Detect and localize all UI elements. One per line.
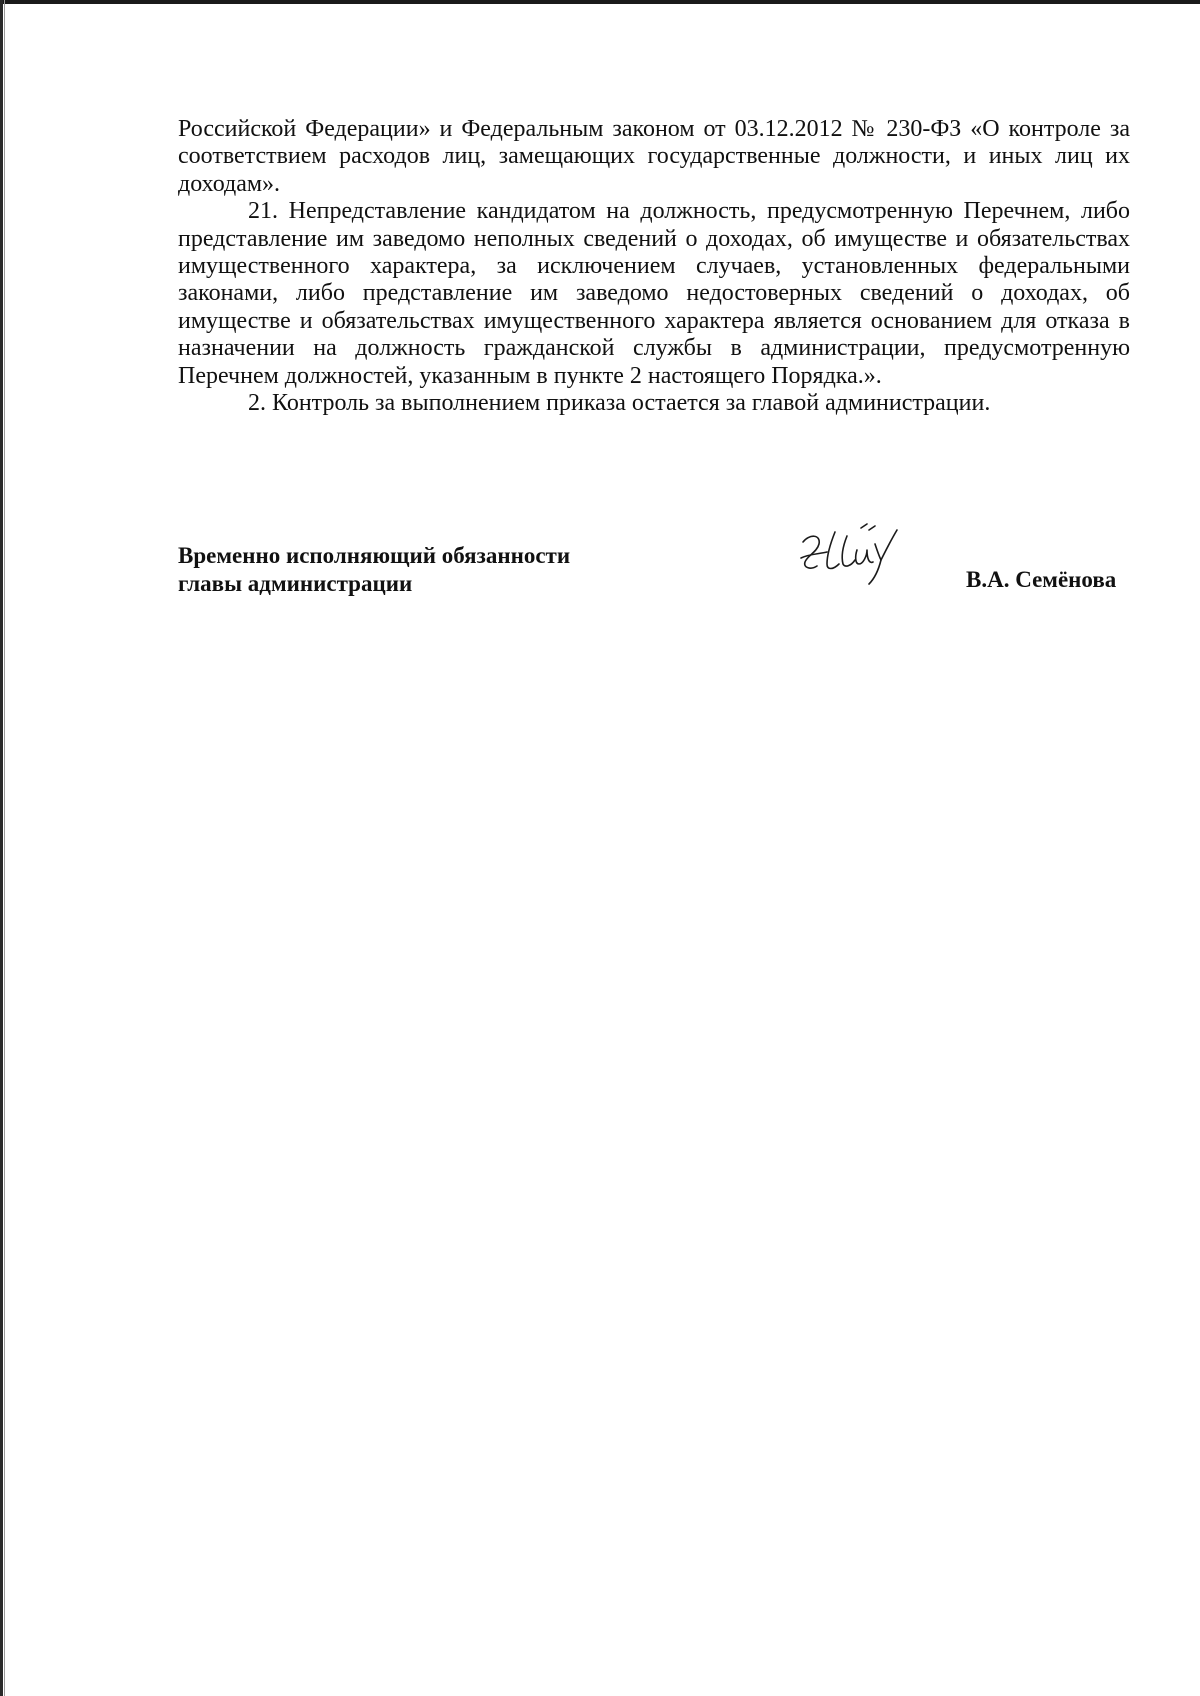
paragraph-item-21: 21. Непредставление кандидатом на должность, предусмотренную Перечнем, либо представление им заведомо неполных сведений о доходах, об имуществе и обязательствах имущественного характера, за исключением случаев, установленных федеральными законами, либо представление им заведомо недостоверных сведений о доходах, об имуществе и обязательствах имущественного характера является основанием для отказа в назначении на должность гражданской службы в администрации, предусмотренную Перечнем должностей, указанным в пункте 2 настоящего Порядка.». bbox=[178, 198, 1130, 389]
paragraph-item-2: 2. Контроль за выполнением приказа остается за главой администрации. bbox=[248, 390, 991, 417]
scan-edge-left bbox=[0, 0, 3, 1696]
handwritten-signature bbox=[795, 522, 915, 590]
scan-edge-top bbox=[0, 0, 1200, 4]
document-body bbox=[178, 116, 1130, 417]
paragraph-continuation: Российской Федерации» и Федеральным законом от 03.12.2012 № 230-ФЗ «О контроле за соответствием расходов лиц, замещающих государственные должности, и иных лиц их доходам». bbox=[178, 116, 1130, 197]
signatory-title-line-2: главы администрации bbox=[178, 571, 413, 596]
signatory-title-line-1: Временно исполняющий обязанности bbox=[178, 543, 571, 568]
signatory-name: В.А. Семёнова bbox=[966, 567, 1117, 592]
signatory-title bbox=[178, 542, 570, 598]
scan-edge-left-faint bbox=[4, 0, 5, 1696]
